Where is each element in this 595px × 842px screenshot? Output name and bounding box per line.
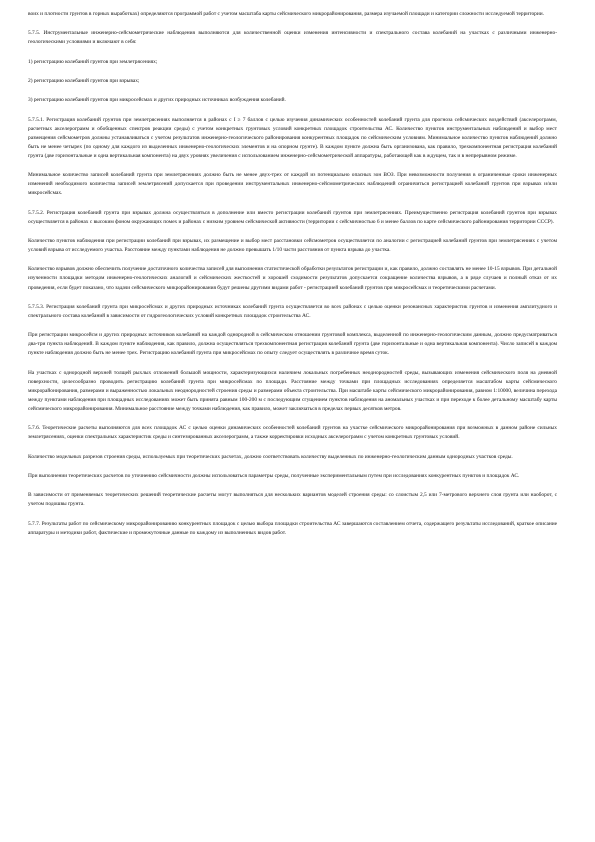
- paragraph-model-sections: Количество модельных разрезов строения среды, используемых при теоретических расчетах, должно соответствовать количеству выделенных по инженерно-геологическим данным однородных участков среды.: [28, 453, 513, 460]
- paragraph-explosion-count: Количество взрывов должно обеспечить получение достаточного количества записей для выполнения статистической обработки результатов регистрации и, как правило, должно составлять не менее 10-15 взрывов. При детальной изученности площадки методом инженерно-геологических аналогий и сейсмических жесткостей и хорошей сходимости результатов допускается сокращение количества взрывов, а в ряде случаев и полный отказ от их проведения, если будет показано, что задачи сейсмического микрорайонирования будут решены другими видами работ - регистрацией колебаний грунтов при микросейсмах и теоретическими расчетами.: [28, 266, 557, 291]
- paragraph-5-7-5-1: 5.7.5.1. Регистрация колебаний грунтов при землетрясениях выполняется в районах с I ≥ 7 баллов с целью изучения динамических особенностей колебаний грунта для прогноза сейсмических воздействий (акселерограмм, расчетных акселерограмм и обобщенных спектров реакции среды) с учетом конкретных грунтовых условий конкретных площадок строительства АС. Количество пунктов инструментальных наблюдений и выбор мест размещения сейсмометров должны устанавливаться с учетом результатов инженерно-геологического районирования конкурентных площадок по сейсмическим условиям. Минимальное количество пунктов наблюдений должно быть не менее четырех (по одному для каждого из выделенных инженерно-геологических элементов и на опорном грунте). В каждом пункте должна быть организована, как правило, трехкомпонентная регистрация колебаний грунта (две горизонтальные и одна вертикальная компонента) на двух уровнях увеличения с использованием инженерно-сейсмометрической аппаратуры, работающей как в ждущем, так и в непрерывном режиме.: [28, 116, 557, 159]
- list-item-2: 2) регистрацию колебаний грунтов при взрывах;: [28, 77, 140, 84]
- paragraph-intro-continuation: воих и плотности грунтов в горных выработках) определяются программой работ с учетом масштаба карты сейсмического микрорайонирования, размера изучаемой площади и категории сложности исследуемой территории.: [28, 11, 544, 17]
- paragraph-5-7-6: 5.7.6. Теоретические расчеты выполняются для всех площадок АС с целью оценки динамических особенностей колебаний грунтов на участке сейсмического микрорайонирования при возможных в данном районе сильных землетрясениях, оценки спектральных характеристик среды и синтезированных акселерограмм, а также корректировки исходных акселерограмм с учетом конкретных грунтовых условий.: [28, 425, 557, 441]
- paragraph-5-7-5-3: 5.7.5.3. Регистрация колебаний грунта при микросейсмах и других природных источниках колебаний грунта осуществляется во всех районах с целью оценки резонансных характеристик грунтов и изменения амплитудного и спектрального состава колебаний в зависимости от гидрогеологических условий конкретных площадок строительства АС.: [28, 303, 557, 319]
- paragraph-microseism-points: При регистрации микросейсм и других природных источников колебаний на каждой однородной в сейсмическом отношении грунтовой комплекса, выделенной по инженерно-геологическим данным, должно предусматриваться два-три пункта наблюдений. В каждом пункте наблюдения, как правило, должна осуществляться трехкомпонентная регистрация колебаний грунта (две горизонтальные и одна вертикальная компонента). Число записей в каждом пункте наблюдения должно быть не менее трех. Регистрацию колебаний грунта при микросейсмах по опыту следует осуществлять в различное время суток.: [28, 332, 557, 357]
- paragraph-earthquake-records: Минимальное количество записей колебаний грунта при землетрясениях должно быть не менее двух-трех от каждой из потенциально опасных зон ВОЗ. При невозможности получения в ограниченные сроки инженерных изменений необходимого количества записей землетрясений допускается при проведении инструментальных инженерно-сейсмометрических наблюдений ограничиться регистрацией колебаний грунтов при взрывах и/или микросейсмах.: [28, 172, 557, 197]
- paragraph-model-variants: В зависимости от применяемых теоретических решений теоретические расчеты могут выполняться для нескольких вариантов моделей строения среды: со слоистым 2,5 или 7-метрового верхнего слоя грунта или наоборот, с учетом подошвы грунта.: [28, 492, 557, 508]
- paragraph-explosion-points: Количество пунктов наблюдения при регистрации колебаний при взрывах, их размещение и выбор мест расстановки сейсмометров осуществляется по аналогии с регистрацией колебаний грунтов при землетрясениях с учетом условий взрыва от исследуемого участка. Расстояние между пунктами наблюдения не должно превышать 1/10 части расстояния от пункта взрыва до участка.: [28, 238, 557, 254]
- paragraph-5-7-5-2: 5.7.5.2. Регистрация колебаний грунта при взрывах должна осуществляться в дополнение или вместо регистрации колебаний грунтов при землетрясениях. Преимущественно регистрация колебаний грунтов при взрывах осуществляется в районах с высоким фоном окружающих помех и районах с низким уровнем сейсмической активности (территории с сейсмичностью 6 и менее баллов по карте сейсмического районирования территории СССР).: [28, 209, 557, 225]
- paragraph-areal-survey: На участках с однородной верхней толщей рыхлых отложений большой мощности, характеризующихся наличием локальных погребенных неоднородностей среды, вызывающих изменения сейсмического поля на дневной поверхности, целесообразно проводить регистрацию колебаний грунта при микросейсмах по площади. Расстояние между точками при площадных исследованиях определяется масштабом карты сейсмического микрорайонирования, размерами и выраженностью локальных неоднородностей строения среды и размерами объекта строительства. При масштабе карты сейсмического микрорайонирования, равном 1:10000, величина перехода между пунктами наблюдения при площадных исследованиях может быть принята равным 100-200 м с последующим сгущением пунктов наблюдения на аномальных участках и при переходе к более детальному масштабу карты сейсмического микрорайонирования. Минимальное расстояние между точками наблюдения, как правило, может заключаться в пределах первых десятков метров.: [28, 369, 557, 413]
- paragraph-calculation-parameters: При выполнении теоретических расчетов по уточнению сейсмичности должны использоваться параметры среды, полученные экспериментальным путем при исследованиях конкурентных пунктов и площадок АС.: [28, 473, 520, 479]
- list-item-3: 3) регистрацию колебаний грунтов при микросейсмах и других природных источниках возбуждения колебаний.: [28, 97, 286, 104]
- paragraph-5-7-7: 5.7.7. Результаты работ по сейсмическому микрорайонированию конкурентных площадок с целью выбора площадки строительства АС завершаются составлением отчета, содержащего результаты исследований, краткое описание аппаратуры и методики работ, фактические и промежуточные данные по каждому из выполненных видов работ.: [28, 520, 557, 536]
- list-item-1: 1) регистрацию колебаний грунтов при землетрясениях;: [28, 58, 158, 65]
- paragraph-5-7-5: 5.7.5. Инструментальные инженерно-сейсмометрические наблюдения выполняются для количественной оценки изменения интенсивности и спектрального состава колебаний на участках с различными инженерно-геологическими условиями и включают в себя:: [28, 30, 557, 46]
